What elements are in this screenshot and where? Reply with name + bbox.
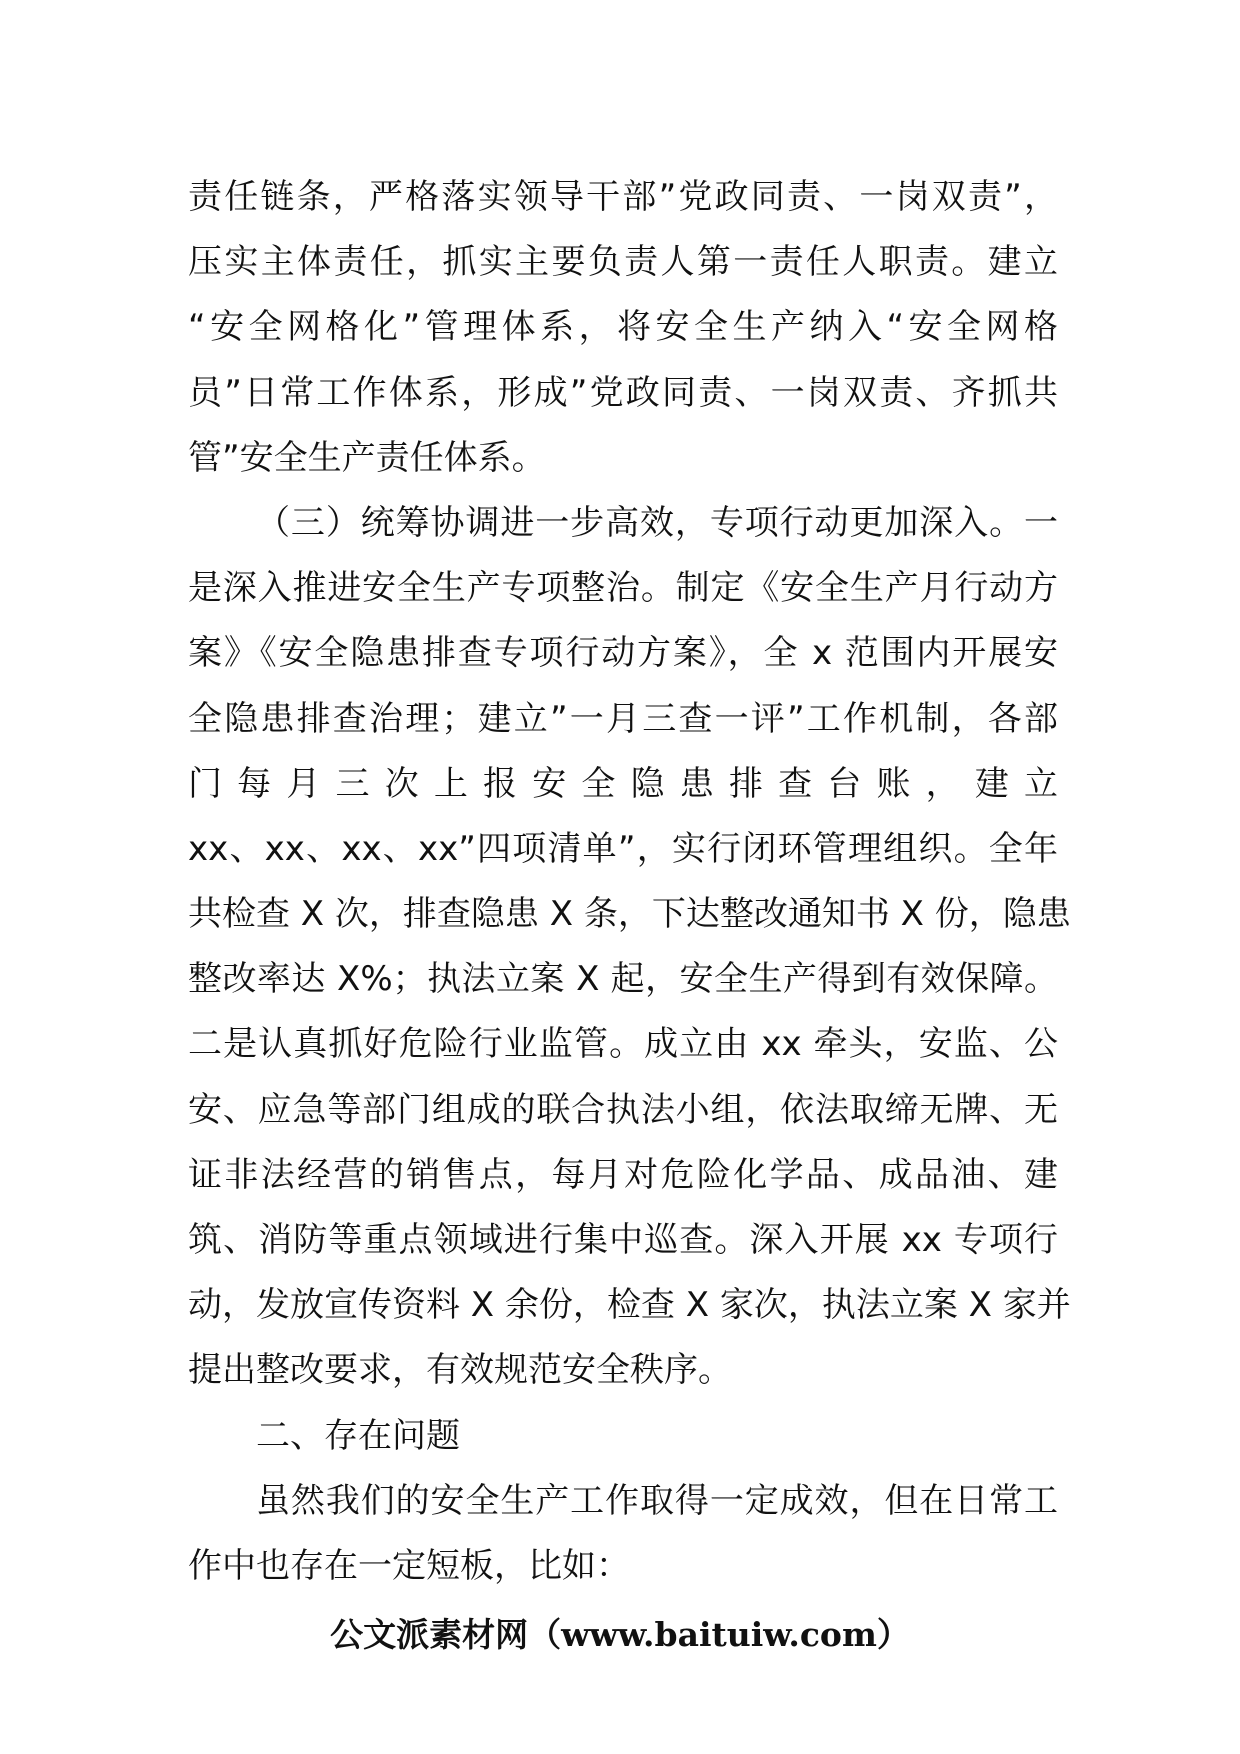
text-line: 筑、消防等重点领域进行集中巡查。深入开展 xx 专项行 xyxy=(188,1220,1058,1260)
text-line: 虽然我们的安全生产工作取得一定成效，但在日常工 xyxy=(256,1480,1058,1521)
text-line: 提出整改要求，有效规范安全秩序。 xyxy=(188,1350,732,1391)
text-line: 作中也存在一定短板，比如： xyxy=(188,1545,630,1586)
text-line: 整改率达 X%；执法立案 X 起，安全生产得到有效保障。 xyxy=(188,959,1058,1000)
text-line: “安全网格化”管理体系，将安全生产纳入“安全网格 xyxy=(188,307,1058,348)
text-line: 二是认真抓好危险行业监管。成立由 xx 牵头，安监、公 xyxy=(188,1024,1058,1065)
text-line: 证非法经营的销售点，每月对危险化学品、成品油、建 xyxy=(188,1154,1058,1195)
text-line: 全隐患排查治理；建立”一月三查一评”工作机制，各部 xyxy=(188,698,1058,739)
text-line: 员”日常工作体系，形成”党政同责、一岗双责、齐抓共 xyxy=(188,372,1058,413)
text-line: 管”安全生产责任体系。 xyxy=(188,437,546,478)
text-line: 责任链条，严格落实领导干部”党政同责、一岗双责”， xyxy=(188,177,1058,217)
text-line: 案》《安全隐患排查专项行动方案》，全 x 范围内开展安 xyxy=(188,633,1058,674)
document-body xyxy=(188,165,1071,1599)
text-line: 共检查 X 次，排查隐患 X 条，下达整改通知书 X 份，隐患 xyxy=(188,894,1071,935)
text-line: 动，发放宣传资料 X 余份，检查 X 家次，执法立案 X 家并 xyxy=(188,1285,1071,1326)
section-heading: 二、存在问题 xyxy=(256,1415,460,1456)
footer-watermark: 公文派素材网（www.baituiw.com） xyxy=(330,1615,910,1654)
text-line: 安、应急等部门组成的联合执法小组，依法取缔无牌、无 xyxy=(188,1089,1058,1130)
text-line: 压实主体责任，抓实主要负责人第一责任人职责。建立 xyxy=(188,242,1058,283)
text-line: 门每月三次上报安全隐患排查台账，建立 xyxy=(188,763,1058,804)
text-line: （三）统筹协调进一步高效，专项行动更加深入。一 xyxy=(256,502,1058,543)
text-line: 是深入推进安全生产专项整治。制定《安全生产月行动方 xyxy=(188,568,1058,609)
text-line: xx、xx、xx、xx”四项清单”，实行闭环管理组织。全年 xyxy=(188,828,1058,869)
